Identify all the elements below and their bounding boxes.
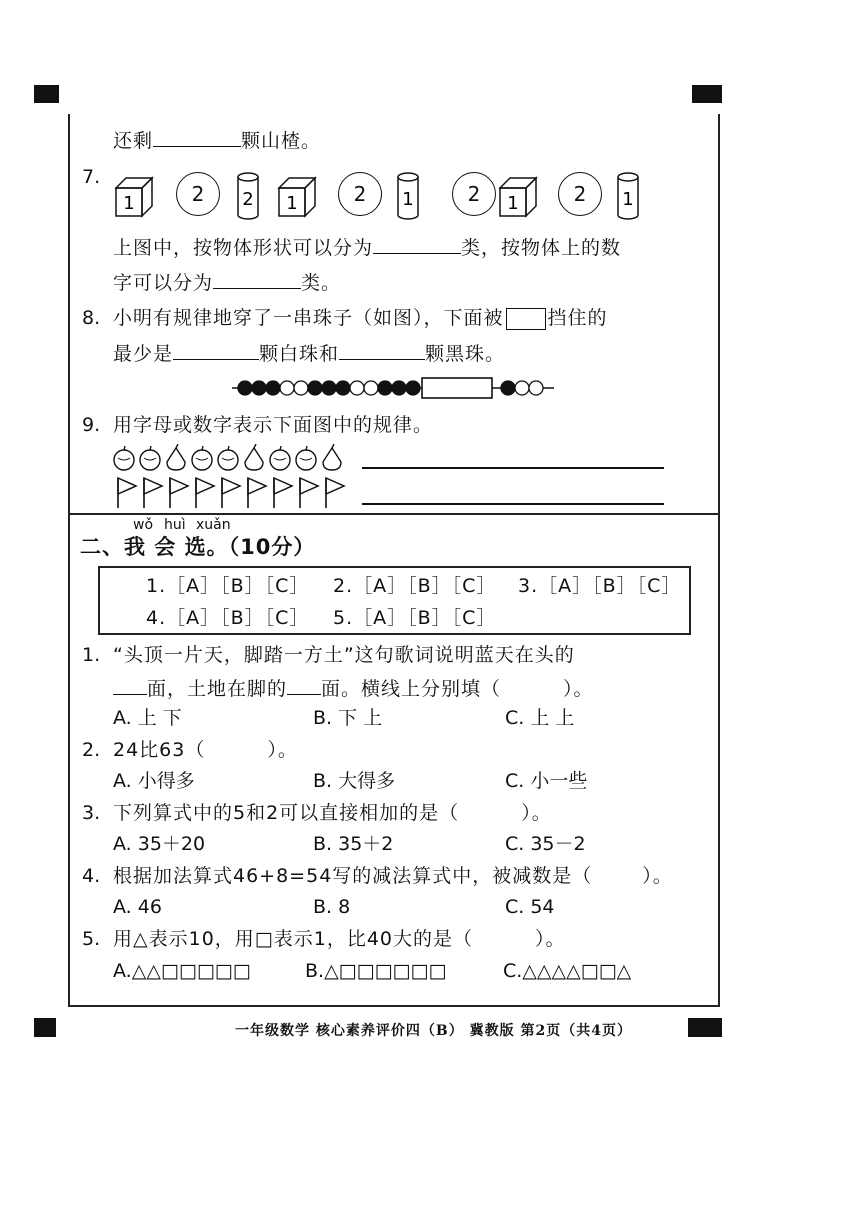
mc3-option-b[interactable]: B. 35＋2 — [313, 833, 394, 855]
q6-answer-blank[interactable] — [153, 128, 241, 147]
black-bead — [336, 381, 350, 395]
answer-row2-item1[interactable]: 4.［A］［B］［C］ — [146, 607, 310, 629]
mc2-option-c[interactable]: C. 小一些 — [505, 770, 588, 792]
mc5-option-b[interactable]: B.△□□□□□□ — [305, 960, 447, 982]
mc4-option-b[interactable]: B. 8 — [313, 896, 351, 918]
q8-cover-box-inline — [506, 308, 546, 330]
mc3-number: 3. — [82, 802, 101, 824]
mc4-option-c[interactable]: C. 54 — [505, 896, 555, 918]
mc1-number: 1. — [82, 644, 101, 666]
flag-icon — [144, 478, 162, 508]
pinyin-wo: wǒ — [133, 517, 154, 533]
mc3-option-a[interactable]: A. 35＋20 — [113, 833, 206, 855]
black-bead — [392, 381, 406, 395]
q7-line1-text-a: 上图中，按物体形状可以分为 — [113, 237, 374, 259]
answer-row1-item3[interactable]: 3.［A］［B］［C］ — [518, 575, 682, 597]
mc5-line1 — [113, 927, 566, 951]
flag-icon — [274, 478, 292, 508]
pear-icon — [245, 444, 263, 470]
q8-line2-text-b: 颗白珠和 — [259, 343, 340, 365]
svg-text:1: 1 — [622, 189, 634, 210]
mc1-option-a[interactable]: A. 上 下 — [113, 707, 182, 729]
mc3-text-a: 下列算式中的5和2可以直接相加的是（ — [113, 802, 460, 824]
q8-number: 8. — [82, 307, 101, 329]
q7-cylinder-shape — [396, 172, 420, 220]
q8-line2 — [113, 341, 505, 366]
mc5-option-c[interactable]: C.△△△△□□△ — [503, 960, 632, 982]
mc1-line1: “头顶一片天，脚踏一方土”这句歌词说明蓝天在头的 — [113, 644, 575, 666]
pear-icon — [323, 444, 341, 470]
q9-number: 9. — [82, 414, 101, 436]
apple-icon — [140, 446, 160, 470]
mc1-blank-a[interactable] — [113, 676, 147, 695]
apple-icon — [192, 446, 212, 470]
flag-icon — [222, 478, 240, 508]
mc3-text-b: ）。 — [521, 802, 552, 824]
mc1-option-c[interactable]: C. 上 上 — [505, 707, 575, 729]
mc1-option-b[interactable]: B. 下 上 — [313, 707, 383, 729]
black-bead — [322, 381, 336, 395]
apple-icon — [270, 446, 290, 470]
flag-icon — [196, 478, 214, 508]
flag-icon — [300, 478, 318, 508]
mc5-option-a[interactable]: A.△△□□□□□ — [113, 960, 251, 982]
mc4-number: 4. — [82, 865, 101, 887]
black-bead — [501, 381, 515, 395]
mc2-number: 2. — [82, 739, 101, 761]
q7-blank-digit[interactable] — [213, 270, 301, 289]
q8-cover-box — [422, 378, 492, 398]
mc5-number: 5. — [82, 928, 101, 950]
section-divider — [68, 513, 720, 515]
q7-circle-shape: 2 — [338, 172, 382, 216]
svg-text:1: 1 — [507, 193, 519, 214]
svg-text:1: 1 — [123, 193, 135, 214]
white-bead — [294, 381, 308, 395]
q7-blank-shape[interactable] — [373, 235, 461, 254]
apple-icon — [114, 446, 134, 470]
q7-cylinder-shape — [616, 172, 640, 220]
pear-icon — [167, 444, 185, 470]
mc1-line2 — [113, 676, 594, 701]
q8-line2-text-c: 颗黑珠。 — [425, 343, 506, 365]
pinyin-xuan: xuǎn — [196, 517, 231, 533]
white-bead — [529, 381, 543, 395]
q7-cube-shape — [498, 176, 538, 218]
mc3-option-c[interactable]: C. 35－2 — [505, 833, 586, 855]
q8-line1 — [113, 306, 608, 330]
black-bead — [308, 381, 322, 395]
q7-cube-shape — [114, 176, 154, 218]
mc1-line2-text-a: 面，土地在脚的 — [147, 678, 288, 700]
mc2-text-b: ）。 — [267, 739, 298, 761]
black-bead — [238, 381, 252, 395]
q7-number: 7. — [82, 166, 101, 188]
q7-circle-shape: 2 — [176, 172, 220, 216]
q8-line1-text-b: 挡住的 — [547, 307, 608, 329]
white-bead — [515, 381, 529, 395]
q9-text: 用字母或数字表示下面图中的规律。 — [113, 414, 434, 436]
q7-cylinder-shape — [236, 172, 260, 220]
page-footer: 一年级数学 核心素养评价四（B） 冀教版 第2页（共4页） — [235, 1023, 632, 1039]
q9-answer-line-2[interactable] — [362, 503, 664, 505]
svg-text:2: 2 — [242, 189, 254, 210]
q7-line2-text-a: 字可以分为 — [113, 272, 214, 294]
mc3-line1 — [113, 801, 552, 825]
q8-line2-text-a: 最少是 — [113, 343, 174, 365]
black-bead — [406, 381, 420, 395]
q6-text-after: 颗山楂。 — [241, 130, 322, 152]
mc1-blank-b[interactable] — [287, 676, 321, 695]
white-bead — [350, 381, 364, 395]
q7-shape-row — [114, 168, 674, 224]
registration-mark-top-left — [34, 85, 59, 103]
pinyin-hui: huì — [164, 517, 186, 533]
black-bead — [252, 381, 266, 395]
mc5-text-b: ）。 — [535, 928, 566, 950]
flag-icon — [326, 478, 344, 508]
apple-icon — [218, 446, 238, 470]
black-bead — [378, 381, 392, 395]
flag-icon — [118, 478, 136, 508]
answer-row2-item2[interactable]: 5.［A］［B］［C］ — [333, 607, 497, 629]
mc2-option-a[interactable]: A. 小得多 — [113, 770, 195, 792]
answer-row1-item2[interactable]: 2.［A］［B］［C］ — [333, 575, 497, 597]
q7-circle-shape: 2 — [558, 172, 602, 216]
q9-flag-row — [116, 476, 356, 510]
mc1-line2-text-c: ）。 — [563, 678, 594, 700]
apple-icon — [296, 446, 316, 470]
q7-circle-shape: 2 — [452, 172, 496, 216]
q8-bead-string — [232, 376, 556, 400]
mc2-line1 — [113, 738, 298, 762]
q9-fruit-row — [112, 444, 352, 474]
q9-answer-line-1[interactable] — [362, 467, 664, 469]
q8-blank-white[interactable] — [173, 341, 259, 360]
mc4-option-a[interactable]: A. 46 — [113, 896, 162, 918]
q7-line2-text-b: 类。 — [301, 272, 342, 294]
mc1-line2-text-b: 面。横线上分别填（ — [321, 678, 502, 700]
q8-blank-black[interactable] — [339, 341, 425, 360]
q6-tail — [113, 128, 321, 153]
section2-title: 二、我 会 选。（10分） — [80, 535, 316, 559]
white-bead — [280, 381, 294, 395]
mc2-text-a: 24比63（ — [113, 739, 206, 761]
q7-line1-text-b: 类，按物体上的数 — [461, 237, 622, 259]
mc2-option-b[interactable]: B. 大得多 — [313, 770, 396, 792]
svg-text:1: 1 — [402, 189, 414, 210]
flag-icon — [248, 478, 266, 508]
svg-text:1: 1 — [286, 193, 298, 214]
mc4-text-a: 根据加法算式46+8=54写的减法算式中，被减数是（ — [113, 865, 593, 887]
q6-text-before: 还剩 — [113, 130, 154, 152]
mc4-text-b: ）。 — [642, 865, 673, 887]
q8-line1-text-a: 小明有规律地穿了一串珠子（如图），下面被 — [113, 307, 504, 329]
mc4-line1 — [113, 864, 673, 888]
flag-icon — [170, 478, 188, 508]
q7-line1 — [113, 235, 621, 260]
q7-line2 — [113, 270, 341, 295]
registration-mark-top-right — [692, 85, 722, 103]
mc5-text-a: 用△表示10，用□表示1，比40大的是（ — [113, 928, 474, 950]
white-bead — [364, 381, 378, 395]
black-bead — [266, 381, 280, 395]
q7-cube-shape — [277, 176, 317, 218]
answer-row1-item1[interactable]: 1.［A］［B］［C］ — [146, 575, 310, 597]
